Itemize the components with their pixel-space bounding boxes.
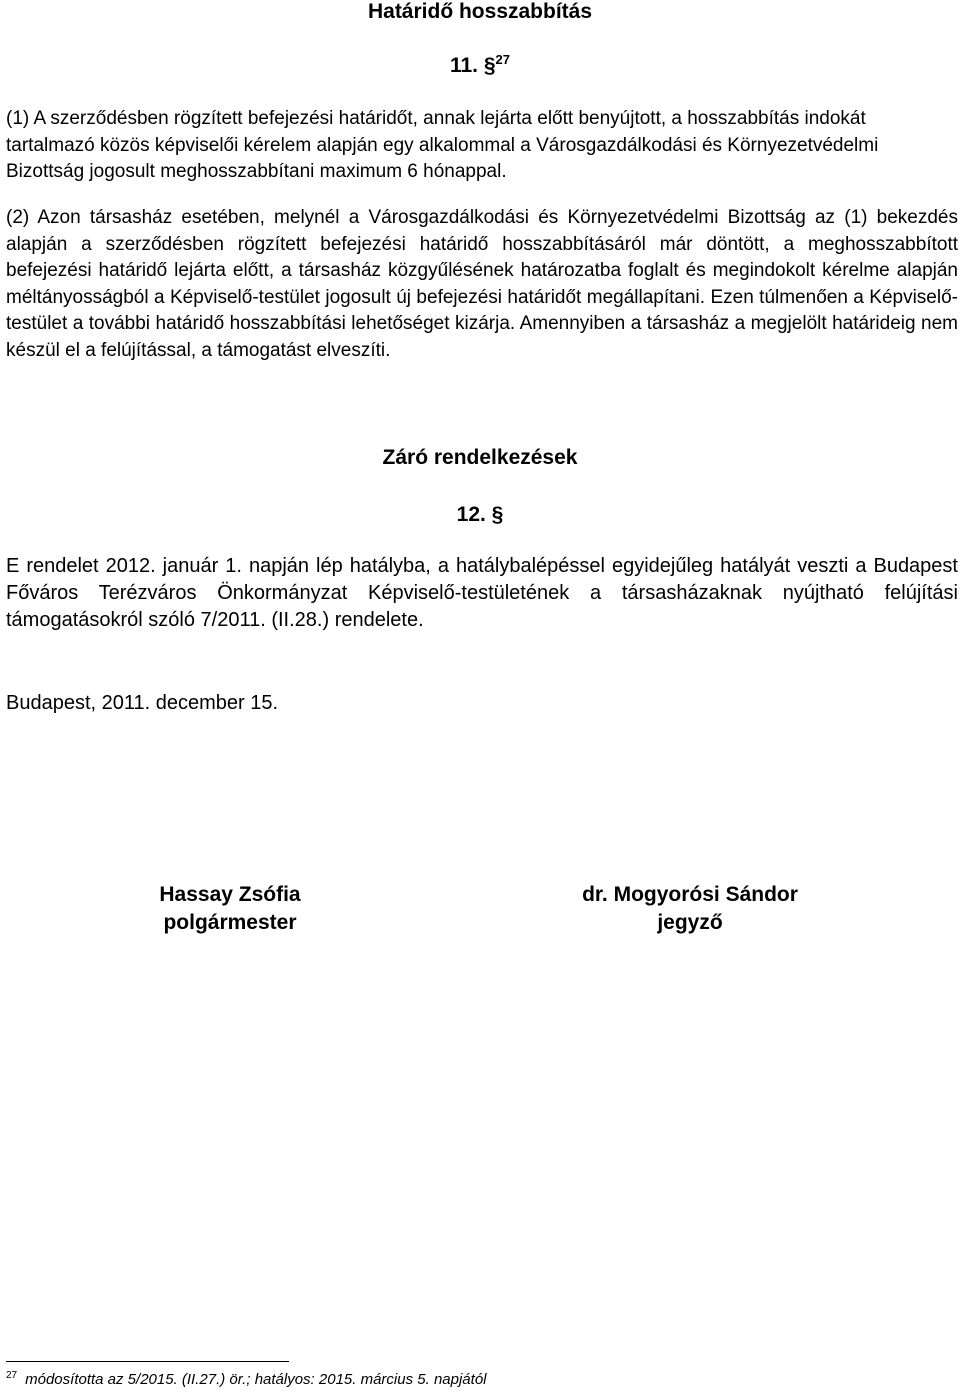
signature-block-notary <box>560 881 820 937</box>
place-and-date: Budapest, 2011. december 15. <box>6 692 279 714</box>
footnote <box>6 1370 487 1390</box>
section-number-12: 12. § <box>456 503 504 526</box>
section-heading: Határidő hosszabbítás <box>367 0 593 23</box>
section-number-11 <box>0 54 960 78</box>
signature-block-mayor <box>110 881 350 937</box>
signatory-name: dr. Mogyorósi Sándor <box>582 883 798 906</box>
signatory-name: Hassay Zsófia <box>159 883 301 906</box>
signatory-title: jegyző <box>657 911 723 934</box>
footnote-separator <box>6 1361 289 1362</box>
signatory-title: polgármester <box>163 911 297 934</box>
closing-provisions-heading: Záró rendelkezések <box>382 446 578 469</box>
paragraph-12: E rendelet 2012. január 1. napján lép hatályba, a hatálybalépéssel egyidejűleg hatályát veszti a Budapest Főváros Terézváros Önkormányzat Képviselő-testületének a társasházaknak nyújtható felújítási támogatásokról szóló 7/2011. (II.28.) rendelete. <box>6 555 958 631</box>
footnote-reference[interactable]: 27 <box>495 52 511 67</box>
paragraph-11-1: (1) A szerződésben rögzített befejezési határidőt, annak lejárta előtt benyújtott, a hosszabbítás indokát tartalmazó közös képviselői kérelem alapján egy alkalommal a Városgazdálkodási és Környezetvédelmi Bizottság jogosult meghosszabbítani maximum 6 hónappal. <box>6 108 879 183</box>
paragraph-11-2: (2) Azon társasház esetében, melynél a Városgazdálkodási és Környezetvédelmi Bizottság az (1) bekezdés alapján a szerződésben rögzített befejezési határidő hosszabbításáról már döntött, a meghosszabbított befejezési határidő lejárta előtt, a társasház közgyűlésének határozatba foglalt és megindokolt kérelme alapján méltányosságból a Képviselő-testület jogosult új befejezési határidőt megállapítani. Ezen túlmenően a Képviselő-testület a további határidő hosszabbítási lehetőséget kizárja. Amennyiben a társasház a megjelölt határideig nem készül el a felújítással, a támogatást elveszíti. <box>6 207 958 361</box>
footnote-text: módosította az 5/2015. (II.27.) ör.; hatályos: 2015. március 5. napjától <box>25 1371 487 1388</box>
section-number-text: 11. § <box>449 54 496 77</box>
footnote-marker: 27 <box>6 1370 18 1381</box>
